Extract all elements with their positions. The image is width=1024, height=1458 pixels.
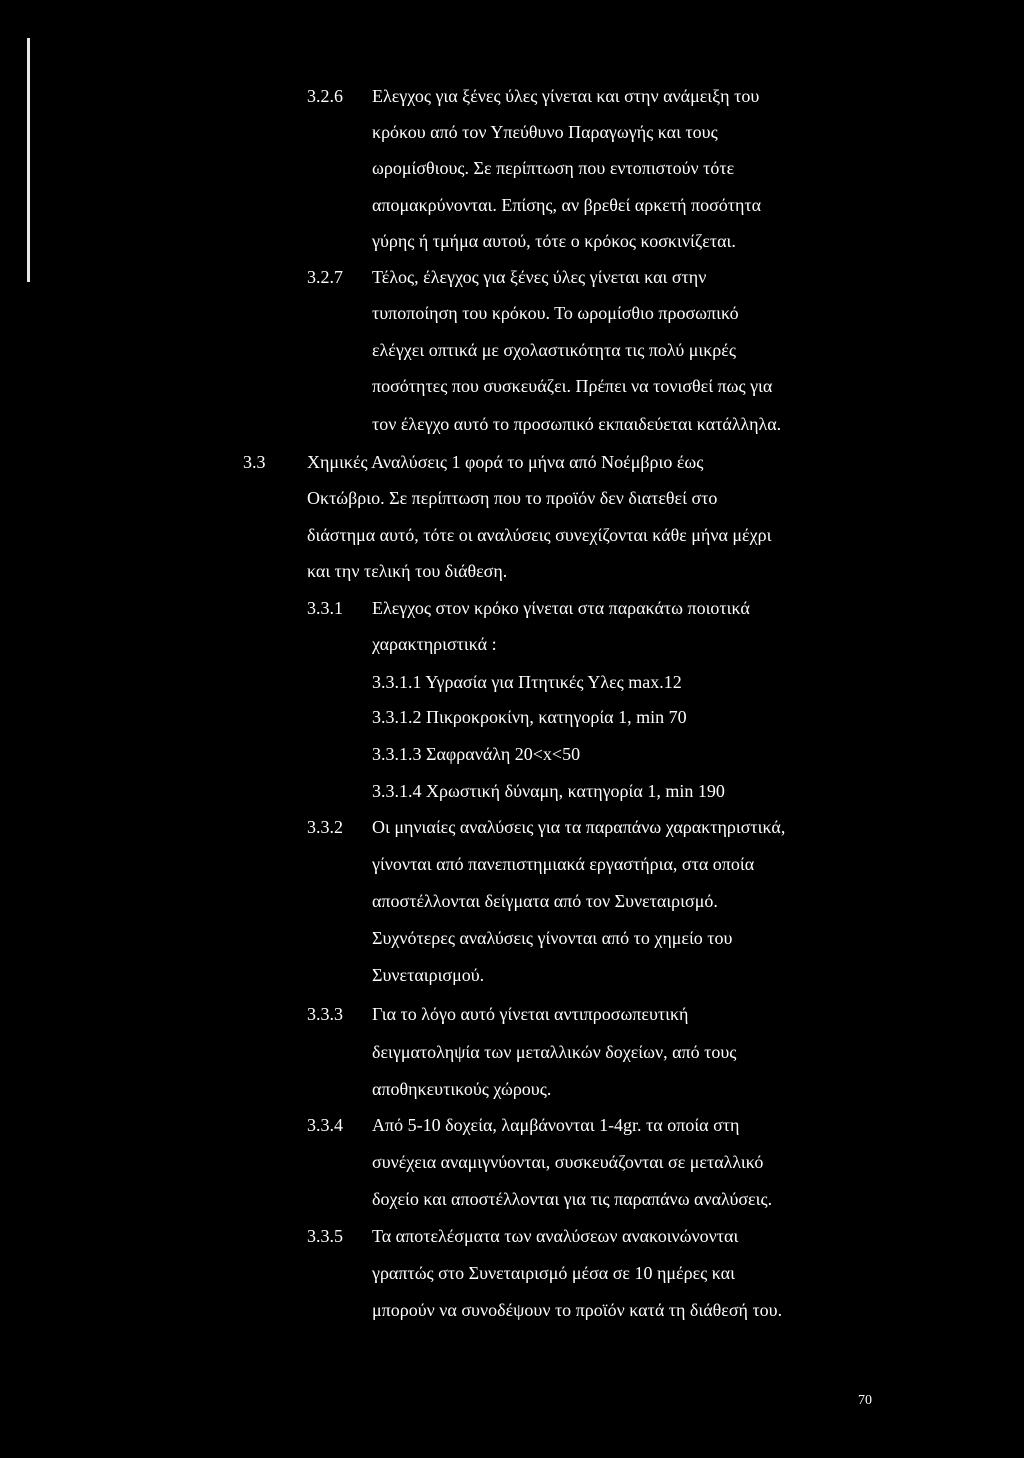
item-number-3-2-7: 3.2.7 [307,267,343,287]
paragraph-line: αποθηκευτικούς χώρους. [372,1079,552,1099]
paragraph-line: μπορούν να συνοδέψουν το προϊόν κατά τη διάθεσή του. [372,1300,783,1320]
paragraph-line: Συχνότερες αναλύσεις γίνονται από το χημείο του [372,928,733,948]
paragraph-line: Οκτώβριο. Σε περίπτωση που το προϊόν δεν διατεθεί στο [307,488,718,508]
paragraph-line: Συνεταιρισμού. [372,965,485,985]
paragraph-line: γραπτώς στο Συνεταιρισμό μέσα σε 10 ημέρες και [372,1263,735,1283]
paragraph-line: ελέγχει οπτικά με σχολαστικότητα τις πολύ μικρές [372,340,736,360]
item-number-3-3-3: 3.3.3 [307,1004,343,1024]
paragraph-line: ποσότητες που συσκευάζει. Πρέπει να τονισθεί πως για [372,376,773,396]
item-number-3-3-1: 3.3.1 [307,598,343,618]
paragraph-line: Από 5-10 δοχεία, λαμβάνονται 1-4gr. τα οποία στη [372,1115,740,1135]
scan-edge-line [27,38,30,282]
paragraph-line: γύρης ή τμήμα αυτού, τότε ο κρόκος κοσκινίζεται. [372,231,736,251]
sub-item: 3.3.1.2 Πικροκροκίνη, κατηγορία 1, min 70 [372,707,687,727]
paragraph-line: ωρομίσθιους. Σε περίπτωση που εντοπιστούν τότε [372,158,735,178]
paragraph-line: Οι μηνιαίες αναλύσεις για τα παραπάνω χαρακτηριστικά, [372,817,786,837]
item-number-3-3-5: 3.3.5 [307,1226,343,1246]
paragraph-line: τον έλεγχο αυτό το προσωπικό εκπαιδεύεται κατάλληλα. [372,414,782,434]
paragraph-line: διάστημα αυτό, τότε οι αναλύσεις συνεχίζονται κάθε μήνα μέχρι [307,525,772,545]
item-number-3-3-2: 3.3.2 [307,817,343,837]
paragraph-line: γίνονται από πανεπιστημιακά εργαστήρια, στα οποία [372,854,755,874]
sub-item: 3.3.1.3 Σαφρανάλη 20<x<50 [372,744,581,764]
paragraph-line: Ελεγχος για ξένες ύλες γίνεται και στην ανάμειξη του [372,86,760,106]
paragraph-line: δειγματοληψία των μεταλλικών δοχείων, από τους [372,1042,737,1062]
paragraph-line: Ελεγχος στον κρόκο γίνεται στα παρακάτω ποιοτικά [372,598,750,618]
paragraph-line: και την τελική του διάθεση. [307,561,508,581]
paragraph-line: δοχείο και αποστέλλονται για τις παραπάνω αναλύσεις. [372,1189,773,1209]
paragraph-line: Τα αποτελέσματα των αναλύσεων ανακοινώνονται [372,1226,739,1246]
page-number: 70 [858,1393,872,1408]
paragraph-line: Χημικές Αναλύσεις 1 φορά το μήνα από Νοέμβριο έως [307,452,704,472]
paragraph-line: Τέλος, έλεγχος για ξένες ύλες γίνεται και στην [372,267,707,287]
paragraph-line: συνέχεια αναμιγνύονται, συσκευάζονται σε μεταλλικό [372,1152,764,1172]
paragraph-line: αποστέλλονται δείγματα από τον Συνεταιρισμό. [372,891,718,911]
item-number-3-2-6: 3.2.6 [307,86,343,106]
paragraph-line: απομακρύνονται. Επίσης, αν βρεθεί αρκετή ποσότητα [372,195,762,215]
paragraph-line: χαρακτηριστικά : [372,634,497,654]
paragraph-line: τυποποίηση του κρόκου. Το ωρομίσθιο προσωπικό [372,303,739,323]
paragraph-line: Για το λόγο αυτό γίνεται αντιπροσωπευτική [372,1004,689,1024]
item-number-3-3-4: 3.3.4 [307,1115,343,1135]
section-number-3-3: 3.3 [243,452,266,472]
sub-item: 3.3.1.1 Υγρασία για Πτητικές Υλες max.12 [372,672,682,692]
paragraph-line: κρόκου από τον Υπεύθυνο Παραγωγής και τους [372,122,718,142]
sub-item: 3.3.1.4 Χρωστική δύναμη, κατηγορία 1, min 190 [372,781,725,801]
